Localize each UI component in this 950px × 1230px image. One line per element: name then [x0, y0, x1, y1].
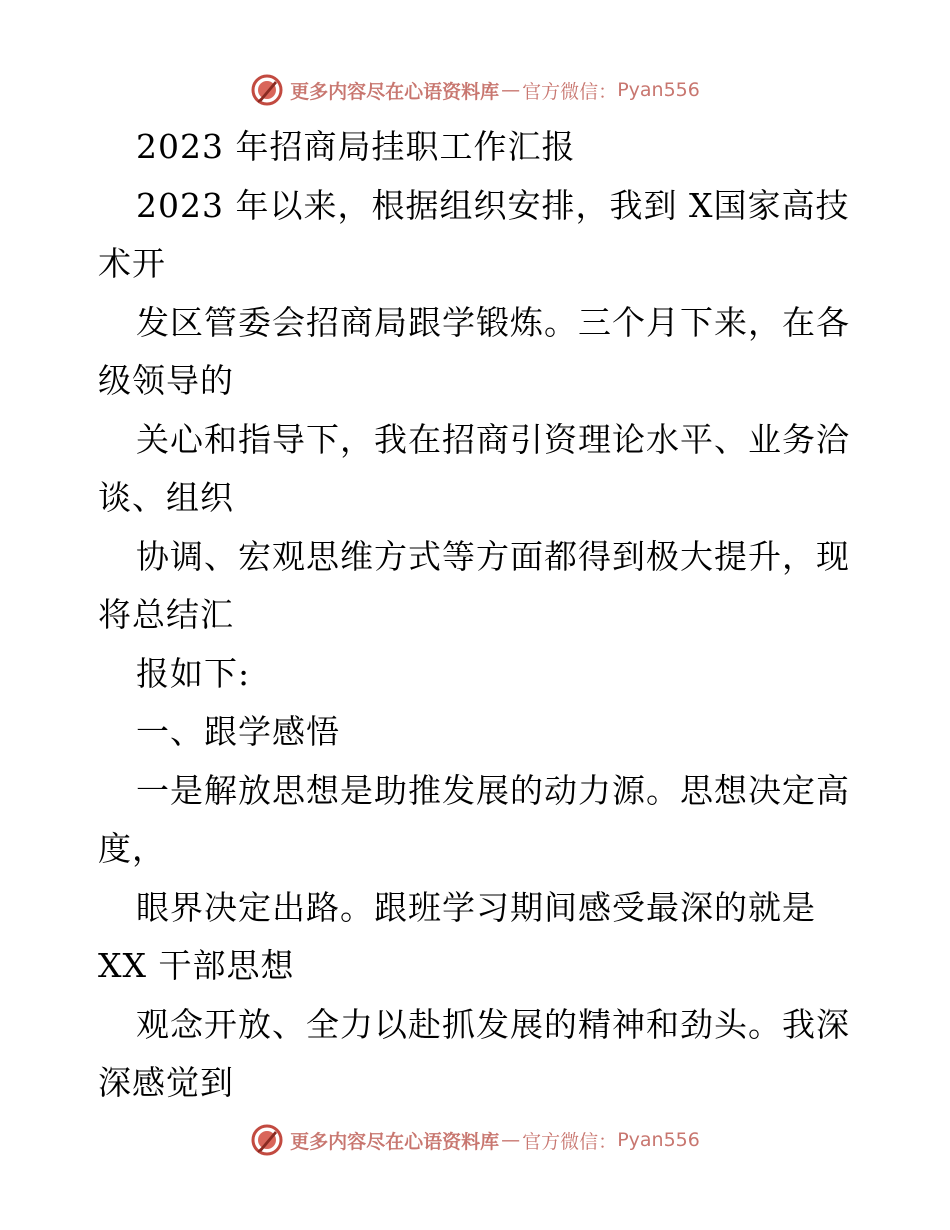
quill-pen-logo-icon: [250, 1123, 284, 1157]
text-line: 一是解放思想是助推发展的动力源。思想决定高: [136, 770, 850, 810]
text-line: 协调、宏观思维方式等方面都得到极大提升，现: [136, 536, 850, 576]
text-line: 关心和指导下，我在招商引资理论水平、业务洽: [136, 419, 850, 459]
text-line: 眼界决定出路。跟班学习期间感受最深的就是: [136, 887, 816, 927]
text-line: 将总结汇: [98, 595, 234, 634]
banner-site-text: 更多内容尽在心语资料库: [290, 80, 500, 103]
banner-site-text: 更多内容尽在心语资料库: [290, 1130, 500, 1153]
text-line: 发区管委会招商局跟学锻炼。三个月下来，在各: [136, 302, 850, 342]
footer-banner: [0, 1120, 950, 1160]
text-line: 度，: [98, 829, 166, 868]
text-line: 2023 年以来，根据组织安排，我到 X国家高技: [136, 185, 850, 225]
text-line: XX 干部思想: [98, 946, 295, 985]
text-line: 2023 年招商局挂职工作汇报: [136, 127, 576, 166]
banner-wechat-id: Pyan556: [617, 79, 700, 101]
text-line: 一、跟学感悟: [136, 712, 340, 751]
banner-wechat-label: 官方微信：: [522, 80, 618, 103]
text-line: 观念开放、全力以赴抓发展的精神和劲头。我深: [136, 1004, 850, 1044]
quill-pen-logo-icon: [250, 73, 284, 107]
banner-wechat-id: Pyan556: [617, 1129, 700, 1151]
text-line: 深感觉到: [98, 1063, 234, 1102]
header-banner: [0, 70, 950, 110]
document-body: [98, 118, 858, 1113]
banner-separator: —: [501, 79, 521, 101]
text-line: 谈、组织: [98, 478, 234, 517]
banner-wechat-label: 官方微信：: [522, 1130, 618, 1153]
text-line: 术开: [98, 244, 166, 283]
text-line: 级领导的: [98, 361, 234, 400]
text-line: 报如下:: [136, 653, 251, 693]
banner-separator: —: [501, 1129, 521, 1151]
